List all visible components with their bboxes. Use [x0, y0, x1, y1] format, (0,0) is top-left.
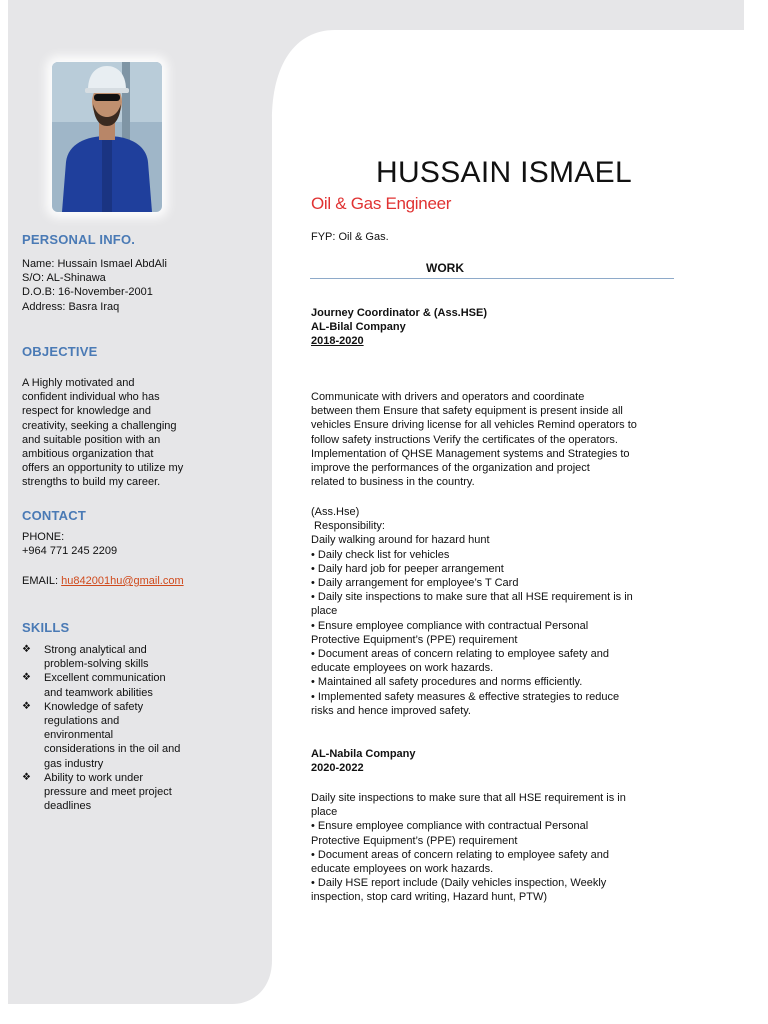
skill-line: regulations and [44, 715, 120, 728]
contact-heading: CONTACT [22, 508, 86, 523]
job1-responsibilities [311, 505, 671, 718]
responsibility-line: • Daily check list for vehicles [311, 548, 450, 561]
description-line: between them Ensure that safety equipment is present inside all [311, 405, 623, 418]
skill-item [22, 700, 212, 771]
description-line: vehicles Ensure driving license for all vehicles Remind operators to [311, 419, 637, 432]
job1-header [311, 306, 671, 349]
personal-info-details [22, 257, 167, 314]
job1-company: AL-Bilal Company [311, 321, 406, 334]
description-line: educate employees on work hazards. [311, 863, 494, 876]
skill-line: and teamwork abilities [44, 686, 153, 699]
profile-photo [52, 62, 162, 212]
objective-line: offers an opportunity to utilize my [22, 462, 184, 475]
responsibility-line: risks and hence improved safety. [311, 704, 471, 717]
email-row [22, 574, 184, 588]
job1-period: 2018-2020 [311, 335, 364, 348]
phone-label: PHONE: [22, 531, 65, 543]
diamond-bullet-icon: ❖ [22, 700, 31, 712]
responsibility-line: place [311, 605, 338, 618]
description-line: • Document areas of concern relating to employee safety and [311, 848, 609, 861]
objective-line: and suitable position with an [22, 433, 161, 446]
responsibility-line: • Daily site inspections to make sure that all HSE requirement is in [311, 591, 633, 604]
personal-address: Address: Basra Iraq [22, 300, 120, 313]
skill-line: Ability to work under [44, 771, 144, 784]
personal-dob: D.O.B: 16-November-2001 [22, 286, 153, 299]
responsibility-line: Responsibility: [311, 520, 385, 533]
skill-line: Strong analytical and [44, 644, 147, 656]
objective-text [22, 376, 183, 490]
skill-line: Knowledge of safety [44, 700, 144, 713]
description-line: inspection, stop card writing, Hazard hunt, PTW) [311, 891, 547, 904]
work-divider [310, 278, 674, 279]
description-line: • Ensure employee compliance with contractual Personal [311, 820, 589, 833]
work-heading: WORK [426, 261, 464, 275]
job1-title: Journey Coordinator & (Ass.HSE) [311, 307, 488, 319]
objective-line: creativity, seeking a challenging [22, 419, 177, 432]
personal-parent: S/O: AL-Shinawa [22, 272, 106, 285]
contact-details [22, 530, 117, 558]
job1-description [311, 390, 671, 489]
objective-line: respect for knowledge and [22, 405, 152, 418]
description-line: place [311, 806, 338, 819]
candidate-title: Oil & Gas Engineer [311, 194, 452, 213]
objective-line: confident individual who has [22, 391, 160, 404]
responsibility-line: • Document areas of concern relating to employee safety and [311, 648, 609, 661]
responsibility-line: educate employees on work hazards. [311, 662, 494, 675]
job2-description [311, 791, 671, 905]
description-line: Communicate with drivers and operators and coordinate [311, 391, 585, 403]
candidate-name: HUSSAIN ISMAEL [376, 156, 632, 189]
fyp-text: FYP: Oil & Gas. [311, 231, 389, 243]
objective-line: A Highly motivated and [22, 377, 135, 389]
skill-line: deadlines [44, 800, 92, 813]
objective-line: strengths to build my career. [22, 476, 161, 489]
description-line: follow safety instructions Verify the certificates of the operators. [311, 433, 618, 446]
diamond-bullet-icon: ❖ [22, 644, 31, 655]
description-line: Protective Equipment’s (PPE) requirement [311, 834, 518, 847]
skill-line: gas industry [44, 757, 104, 770]
skills-heading: SKILLS [22, 620, 70, 635]
skill-line: pressure and meet project [44, 786, 172, 799]
job2-period: 2020-2022 [311, 762, 364, 775]
skill-item [22, 771, 212, 814]
skill-line: problem-solving skills [44, 658, 149, 671]
responsibility-line: Daily walking around for hazard hunt [311, 534, 490, 547]
email-link[interactable]: hu842001hu@gmail.com [61, 575, 184, 587]
description-line: Daily site inspections to make sure that all HSE requirement is in [311, 792, 626, 804]
skill-line: considerations in the oil and [44, 743, 181, 756]
responsibility-line: Protective Equipment’s (PPE) requirement [311, 633, 518, 646]
description-line: improve the performances of the organization and project [311, 462, 590, 475]
description-line: Implementation of QHSE Management systems and Strategies to [311, 447, 630, 460]
diamond-bullet-icon: ❖ [22, 672, 31, 684]
responsibility-line: (Ass.Hse) [311, 506, 360, 518]
description-line: related to business in the country. [311, 476, 475, 489]
skill-item [22, 671, 212, 699]
skill-item [22, 643, 212, 671]
diamond-bullet-icon: ❖ [22, 771, 31, 783]
responsibility-line: • Implemented safety measures & effective strategies to reduce [311, 690, 620, 703]
phone-number: +964 771 245 2209 [22, 545, 118, 558]
job2-company: AL-Nabila Company [311, 748, 416, 760]
responsibility-line: • Daily hard job for peeper arrangement [311, 562, 504, 575]
responsibility-line: • Maintained all safety procedures and norms efficiently. [311, 676, 583, 689]
skill-line: environmental [44, 729, 114, 742]
description-line: • Daily HSE report include (Daily vehicles inspection, Weekly [311, 877, 607, 890]
responsibility-line: • Ensure employee compliance with contractual Personal [311, 619, 589, 632]
personal-name: Name: Hussain Ismael AbdAli [22, 258, 167, 270]
skills-list [22, 643, 212, 813]
skill-line: Excellent communication [44, 672, 166, 685]
email-label: EMAIL: [22, 575, 59, 587]
responsibility-line: • Daily arrangement for employee’s T Card [311, 577, 519, 590]
objective-heading: OBJECTIVE [22, 344, 98, 359]
personal-info-heading: PERSONAL INFO. [22, 232, 136, 247]
job2-header [311, 747, 671, 775]
objective-line: ambitious organization that [22, 448, 154, 461]
